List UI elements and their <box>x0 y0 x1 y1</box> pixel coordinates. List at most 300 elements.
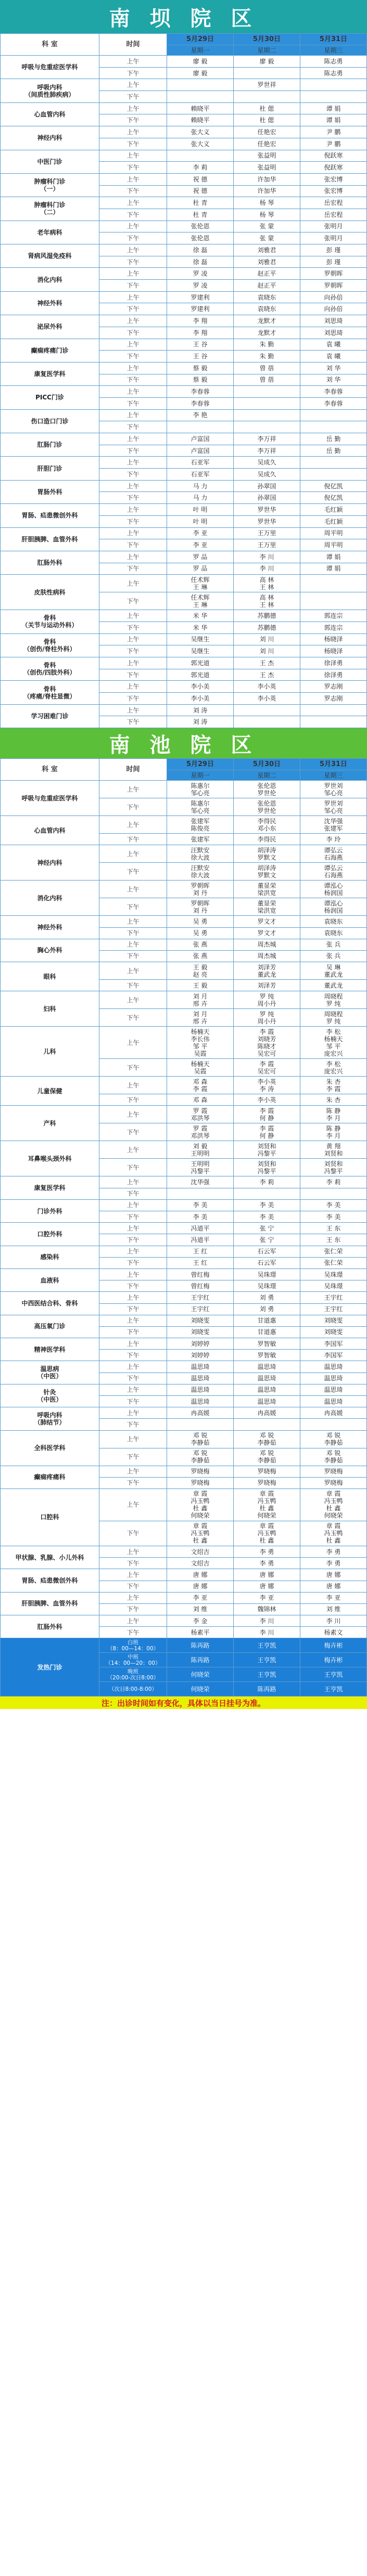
doctor-cell: 米 华 <box>167 610 234 622</box>
department-name: 老年病科 <box>1 221 99 244</box>
doctor-cell: 刘贤和 冯黎平 <box>234 1141 300 1159</box>
department-name: 消化内科 <box>1 268 99 291</box>
time-period: 下午 <box>99 539 167 551</box>
doctor-cell: 徐 磊 <box>167 256 234 268</box>
doctor-cell <box>300 716 367 728</box>
doctor-cell: 袁晓东 <box>300 916 367 927</box>
time-period: 下午 <box>99 1123 167 1141</box>
doctor-cell: 张 燕 <box>167 939 234 950</box>
fever-doctor: 王亨凯 <box>234 1667 300 1682</box>
doctor-cell: 温思琦 <box>300 1373 367 1384</box>
doctor-cell: 文绍吉 <box>167 1558 234 1569</box>
date-cell: 5月31日 <box>300 759 367 770</box>
time-period: 下午 <box>99 1009 167 1027</box>
doctor-cell: 卢富国 <box>167 445 234 457</box>
doctor-cell <box>167 79 234 91</box>
table-row <box>1 1384 367 1395</box>
time-period: 上午 <box>99 1199 167 1211</box>
doctor-cell: 刘 勇 <box>234 1303 300 1315</box>
doctor-cell: 杨 琴 <box>234 197 300 209</box>
time-period: 下午 <box>99 138 167 150</box>
doctor-cell: 罗建利 <box>167 291 234 303</box>
doctor-cell: 杜 青 <box>167 209 234 221</box>
table-row <box>1 102 367 114</box>
doctor-cell: 李 川 <box>300 1615 367 1627</box>
doctor-cell: 李 美 <box>300 1199 367 1211</box>
department-name: 肿瘤科门诊 （一） <box>1 173 99 197</box>
doctor-cell: 赵正平 <box>234 268 300 280</box>
doctor-cell: 章 霞 冯玉鸭 杜 鑫 何晓荣 <box>300 1488 367 1521</box>
department-name: 儿科 <box>1 1027 99 1077</box>
doctor-cell <box>167 150 234 162</box>
time-period: 下午 <box>99 1234 167 1246</box>
department-name: 骨科 （疼痛/脊柱显微） <box>1 681 99 704</box>
time-period: 下午 <box>99 303 167 315</box>
time-period: 上午 <box>99 79 167 91</box>
time-period: 下午 <box>99 622 167 633</box>
time-period: 下午 <box>99 950 167 962</box>
date-cell: 5月31日 <box>300 34 367 45</box>
doctor-cell: 杨 琴 <box>234 209 300 221</box>
doctor-cell: 李 松 庞宏兴 <box>300 1059 367 1077</box>
time-period: 上午 <box>99 1361 167 1373</box>
department-name: 针灸 （中医） <box>1 1384 99 1407</box>
time-period: 上午 <box>99 845 167 863</box>
time-period: 下午 <box>99 327 167 339</box>
time-period: 上午 <box>99 939 167 950</box>
doctor-cell: 李国军 <box>300 1338 367 1350</box>
department-name: 骨科 （创伤/四肢外科） <box>1 657 99 681</box>
doctor-cell: 刘雅君 <box>234 256 300 268</box>
header-period: 时间 <box>99 34 167 56</box>
doctor-cell: 李 亚 <box>167 1592 234 1603</box>
doctor-cell: 廖 毅 <box>167 67 234 79</box>
time-period: 上午 <box>99 657 167 669</box>
doctor-cell: 刘 涛 <box>167 704 234 716</box>
fever-doctor: 陈再路 <box>167 1638 234 1653</box>
doctor-cell: 周晓程 罗 纯 <box>300 1009 367 1027</box>
doctor-cell: 李 川 <box>234 1615 300 1627</box>
doctor-cell: 王万里 <box>234 539 300 551</box>
doctor-cell: 王宇红 <box>300 1292 367 1303</box>
doctor-cell: 李 美 <box>234 1199 300 1211</box>
doctor-cell: 李小英 <box>234 693 300 705</box>
department-name: 学习困难门诊 <box>1 704 99 728</box>
department-name: 伤口造口门诊 <box>1 409 99 433</box>
doctor-cell: 董显荣 梁洪宽 <box>234 898 300 916</box>
department-name: 神经内科 <box>1 845 99 881</box>
doctor-cell: 王 红 <box>167 1257 234 1268</box>
doctor-cell: 杨素文 <box>300 1627 367 1638</box>
doctor-cell: 王 毅 <box>167 980 234 991</box>
doctor-cell: 廖 毅 <box>234 56 300 68</box>
doctor-cell: 罗志刚 <box>300 681 367 693</box>
time-period: 下午 <box>99 1448 167 1466</box>
fever-shift: 晚班 （20:00-次日8:00） <box>99 1667 167 1682</box>
doctor-cell: 罗 凌 <box>167 280 234 292</box>
department-name: 高压氧门诊 <box>1 1315 99 1338</box>
doctor-cell: 倪跃寒 <box>300 150 367 162</box>
doctor-cell: 祝 德 <box>167 185 234 197</box>
doctor-cell: 朱 勤 <box>234 351 300 363</box>
time-period: 上午 <box>99 268 167 280</box>
time-period: 上午 <box>99 339 167 351</box>
doctor-cell: 刘 川 <box>234 645 300 657</box>
doctor-cell: 王 谷 <box>167 351 234 363</box>
fever-doctor: 梅卉彬 <box>300 1638 367 1653</box>
weekday-cell: 星期一 <box>167 45 234 56</box>
doctor-cell: 张宏博 <box>300 173 367 185</box>
doctor-cell: 邓 锐 李静茹 <box>234 1448 300 1466</box>
doctor-cell: 李 莉 <box>234 1176 300 1188</box>
time-period: 上午 <box>99 244 167 256</box>
doctor-cell: 倪亿凯 <box>300 492 367 504</box>
doctor-cell <box>234 386 300 398</box>
time-period: 上午 <box>99 916 167 927</box>
time-period: 下午 <box>99 898 167 916</box>
time-period: 上午 <box>99 197 167 209</box>
department-name: 康复医学科 <box>1 362 99 385</box>
header-dept: 科 室 <box>1 759 99 781</box>
doctor-cell: 郭连宗 <box>300 610 367 622</box>
time-period: 上午 <box>99 1246 167 1257</box>
table-row <box>1 610 367 622</box>
doctor-cell: 周平明 <box>300 527 367 539</box>
department-name: 甲状腺、乳腺、小儿外科 <box>1 1546 99 1569</box>
time-period: 下午 <box>99 421 167 433</box>
doctor-cell: 冉高媛 <box>300 1407 367 1419</box>
time-period: 上午 <box>99 1592 167 1603</box>
time-period: 下午 <box>99 563 167 575</box>
doctor-cell: 李 霞 刘晓芳 陈晓才 吴宏可 <box>234 1027 300 1059</box>
doctor-cell: 罗朝晖 <box>300 280 367 292</box>
doctor-cell: 赖晓平 <box>167 102 234 114</box>
time-period: 上午 <box>99 991 167 1009</box>
time-period: 下午 <box>99 863 167 881</box>
doctor-cell: 罗世祥 <box>234 79 300 91</box>
doctor-cell: 李小英 李 涛 <box>234 1077 300 1094</box>
time-period: 下午 <box>99 669 167 681</box>
doctor-cell: 甘道惠 <box>234 1326 300 1338</box>
time-period: 上午 <box>99 1615 167 1627</box>
table-row <box>1 386 367 398</box>
time-period: 下午 <box>99 927 167 939</box>
table-row <box>1 1077 367 1094</box>
weekday-cell: 星期三 <box>300 45 367 56</box>
doctor-cell: 李 川 <box>234 563 300 575</box>
department-name: 呼吸内科 （间质性肺疾病） <box>1 79 99 102</box>
time-period: 下午 <box>99 67 167 79</box>
table-row <box>1 1223 367 1234</box>
time-period: 下午 <box>99 1303 167 1315</box>
doctor-cell: 李得民 <box>234 834 300 845</box>
doctor-cell: 王宇红 <box>300 1303 367 1315</box>
doctor-cell: 马 力 <box>167 492 234 504</box>
doctor-cell: 刘 毅 王明明 <box>167 1141 234 1159</box>
doctor-cell <box>300 421 367 433</box>
time-period: 上午 <box>99 1546 167 1557</box>
department-name: PICC门诊 <box>1 386 99 409</box>
table-row <box>1 150 367 162</box>
doctor-cell: 王万里 <box>234 527 300 539</box>
doctor-cell: 曾 蓓 <box>234 362 300 374</box>
doctor-cell: 罗文才 <box>234 916 300 927</box>
time-period: 下午 <box>99 1373 167 1384</box>
doctor-cell: 张大义 <box>167 126 234 138</box>
header-row <box>1 759 367 770</box>
doctor-cell: 文绍吉 <box>167 1546 234 1557</box>
doctor-cell: 邓 锐 李静茹 <box>167 1448 234 1466</box>
doctor-cell: 苏鹏德 <box>234 610 300 622</box>
time-period: 上午 <box>99 704 167 716</box>
table-row <box>1 1430 367 1448</box>
doctor-cell: 温思琦 <box>167 1361 234 1373</box>
time-period: 上午 <box>99 1106 167 1123</box>
doctor-cell: 张 宁 <box>234 1223 300 1234</box>
doctor-cell: 刘 川 <box>234 633 300 645</box>
time-period: 上午 <box>99 1466 167 1477</box>
doctor-cell: 李小美 <box>167 681 234 693</box>
doctor-cell: 刘贤和 冯黎平 <box>300 1159 367 1176</box>
doctor-cell <box>300 409 367 421</box>
doctor-cell: 尹 鹏 <box>300 126 367 138</box>
department-name: 眼科 <box>1 962 99 991</box>
doctor-cell: 张伦恩 罗世伦 <box>234 798 300 816</box>
doctor-cell: 李小英 <box>234 681 300 693</box>
doctor-cell: 章 霞 冯玉鸭 杜 鑫 <box>234 1521 300 1546</box>
doctor-cell: 王 毅 赵 亮 <box>167 962 234 980</box>
time-period: 下午 <box>99 1627 167 1638</box>
doctor-cell: 倪跃寒 <box>300 162 367 174</box>
doctor-cell: 袁晓东 <box>234 303 300 315</box>
table-row <box>1 433 367 445</box>
department-name: 肝胆门诊 <box>1 457 99 480</box>
doctor-cell: 刘泽芳 <box>234 980 300 991</box>
table-row <box>1 480 367 492</box>
doctor-cell: 赖晓平 <box>167 114 234 126</box>
time-period: 上午 <box>99 56 167 68</box>
doctor-cell: 唐 娜 <box>300 1569 367 1581</box>
doctor-cell: 谭弘云 石海燕 <box>300 863 367 881</box>
doctor-cell: 苏鹏德 <box>234 622 300 633</box>
doctor-cell: 唐 娜 <box>234 1581 300 1592</box>
doctor-cell: 李 翔 <box>167 315 234 327</box>
fever-doctor: 王亨凯 <box>300 1682 367 1697</box>
doctor-cell: 任术辉 王 琳 <box>167 575 234 592</box>
doctor-cell: 祝 德 <box>167 173 234 185</box>
doctor-cell: 米 华 <box>167 622 234 633</box>
department-name: 妇科 <box>1 991 99 1027</box>
department-name: 全科医学科 <box>1 1430 99 1466</box>
doctor-cell: 沈华强 <box>167 1176 234 1188</box>
time-period: 下午 <box>99 162 167 174</box>
schedule-table <box>0 758 367 1697</box>
doctor-cell: 刘思琦 <box>300 327 367 339</box>
time-period: 上午 <box>99 126 167 138</box>
department-name: 神经外科 <box>1 291 99 315</box>
doctor-cell <box>300 704 367 716</box>
doctor-cell: 罗世华 <box>234 515 300 527</box>
doctor-cell: 刘思琦 <box>300 315 367 327</box>
department-name: 心血管内科 <box>1 816 99 845</box>
doctor-cell <box>300 1188 367 1199</box>
doctor-cell: 谭 娟 <box>300 114 367 126</box>
time-period: 上午 <box>99 433 167 445</box>
time-period: 上午 <box>99 409 167 421</box>
time-period: 上午 <box>99 1315 167 1326</box>
doctor-cell <box>300 1419 367 1430</box>
doctor-cell: 王宇红 <box>167 1303 234 1315</box>
table-row <box>1 1268 367 1280</box>
table-row <box>1 704 367 716</box>
time-period: 下午 <box>99 397 167 409</box>
doctor-cell: 向孙倍 <box>300 291 367 303</box>
doctor-cell: 杨晓泽 <box>300 645 367 657</box>
table-row <box>1 551 367 563</box>
time-period: 上午 <box>99 551 167 563</box>
time-period: 下午 <box>99 592 167 610</box>
doctor-cell: 罗 纯 周小丹 <box>234 1009 300 1027</box>
doctor-cell: 郭光道 <box>167 669 234 681</box>
doctor-cell: 胡泽涛 罗默文 <box>234 845 300 863</box>
doctor-cell: 罗智敏 <box>234 1350 300 1361</box>
doctor-cell: 刘 维 <box>300 1603 367 1615</box>
doctor-cell: 石云军 <box>234 1257 300 1268</box>
time-period: 上午 <box>99 1338 167 1350</box>
doctor-cell: 唐 娜 <box>300 1581 367 1592</box>
department-name: 骨科 （关节与运动外科） <box>1 610 99 633</box>
time-period: 上午 <box>99 173 167 185</box>
doctor-cell <box>300 457 367 469</box>
doctor-cell: 刘 华 <box>300 362 367 374</box>
doctor-cell: 李 金 <box>167 1615 234 1627</box>
doctor-cell <box>234 397 300 409</box>
doctor-cell: 吴继生 <box>167 645 234 657</box>
doctor-cell: 周平明 <box>300 539 367 551</box>
table-row <box>1 991 367 1009</box>
department-name: 消化内科 <box>1 881 99 916</box>
doctor-cell <box>300 91 367 103</box>
time-period: 下午 <box>99 1257 167 1268</box>
department-name: 癫痫疼痛科 <box>1 1466 99 1488</box>
doctor-cell: 罗朝晖 刘 丹 <box>167 898 234 916</box>
doctor-cell: 李 勇 <box>300 1546 367 1557</box>
doctor-cell: 李春蓉 <box>167 397 234 409</box>
doctor-cell: 李春蓉 <box>167 386 234 398</box>
time-period: 下午 <box>99 374 167 386</box>
time-period: 上午 <box>99 150 167 162</box>
doctor-cell: 石亚军 <box>167 457 234 469</box>
doctor-cell: 章 霞 冯玉鸭 杜 鑫 何晓荣 <box>167 1488 234 1521</box>
time-period: 下午 <box>99 1188 167 1199</box>
doctor-cell: 温思琦 <box>167 1396 234 1407</box>
doctor-cell: 毛红颖 <box>300 515 367 527</box>
doctor-cell: 李 亚 <box>234 1592 300 1603</box>
table-row <box>1 291 367 303</box>
doctor-cell: 杜 偲 <box>234 114 300 126</box>
doctor-cell: 黄 翔 刘贤和 <box>300 1141 367 1159</box>
doctor-cell: 刘晓雯 <box>167 1315 234 1326</box>
doctor-cell: 李万祥 <box>234 433 300 445</box>
doctor-cell: 毛红颖 <box>300 504 367 516</box>
time-period: 上午 <box>99 504 167 516</box>
doctor-cell: 章 霞 冯玉鸭 杜 鑫 <box>167 1521 234 1546</box>
doctor-cell: 李 莉 <box>300 1176 367 1188</box>
table-row <box>1 126 367 138</box>
table-row <box>1 1199 367 1211</box>
doctor-cell: 袁晓东 <box>234 291 300 303</box>
time-period: 上午 <box>99 291 167 303</box>
fever-doctor: 陈再路 <box>234 1682 300 1697</box>
time-period: 上午 <box>99 610 167 622</box>
weekday-cell: 星期二 <box>234 770 300 781</box>
doctor-cell: 郭光道 <box>167 657 234 669</box>
department-name: 胃肠、疝患微创外科 <box>1 504 99 527</box>
doctor-cell: 蔡 毅 <box>167 362 234 374</box>
doctor-cell: 温思琦 <box>234 1373 300 1384</box>
doctor-cell: 曾 蓓 <box>234 374 300 386</box>
doctor-cell: 刘雅君 <box>234 244 300 256</box>
doctor-cell: 罗世刘 邹心亮 <box>300 798 367 816</box>
date-cell: 5月29日 <box>167 759 234 770</box>
doctor-cell: 周晓程 罗 纯 <box>300 991 367 1009</box>
department-name: 温思病 （中医） <box>1 1361 99 1384</box>
doctor-cell: 李万祥 <box>234 445 300 457</box>
doctor-cell <box>300 575 367 592</box>
department-name: 胃肠外科 <box>1 480 99 503</box>
doctor-cell: 唐 娜 <box>167 1581 234 1592</box>
fever-doctor: 王亨凯 <box>300 1667 367 1682</box>
table-row <box>1 173 367 185</box>
doctor-cell: 王宇红 <box>167 1292 234 1303</box>
table-row <box>1 1338 367 1350</box>
doctor-cell: 唐 娜 <box>234 1569 300 1581</box>
table-row <box>1 939 367 950</box>
doctor-cell: 李国军 <box>300 1350 367 1361</box>
time-period: 下午 <box>99 645 167 657</box>
table-row <box>1 315 367 327</box>
doctor-cell: 卢富国 <box>167 433 234 445</box>
doctor-cell: 袁 曦 <box>300 339 367 351</box>
time-period: 下午 <box>99 232 167 244</box>
time-period: 上午 <box>99 962 167 980</box>
doctor-cell: 张伦恩 <box>167 221 234 232</box>
doctor-cell: 邓 锐 李静茹 <box>300 1448 367 1466</box>
time-period: 上午 <box>99 362 167 374</box>
doctor-cell: 任术辉 王 琳 <box>167 592 234 610</box>
doctor-cell: 倪亿凯 <box>300 480 367 492</box>
doctor-cell: 李小英 <box>234 1094 300 1106</box>
table-row <box>1 881 367 898</box>
doctor-cell: 冉高媛 <box>167 1407 234 1419</box>
time-period: 上午 <box>99 1141 167 1159</box>
doctor-cell: 张伦恩 罗世伦 <box>234 781 300 798</box>
time-period: 下午 <box>99 693 167 705</box>
doctor-cell: 蔡 毅 <box>167 374 234 386</box>
table-row <box>1 1546 367 1557</box>
doctor-cell: 刘 华 <box>300 374 367 386</box>
table-row <box>1 1027 367 1059</box>
department-name: 肿瘤科门诊 （二） <box>1 197 99 221</box>
doctor-cell: 谭泓心 杨润国 <box>300 881 367 898</box>
department-name: 骨科 （创伤/脊柱外科） <box>1 633 99 657</box>
doctor-cell: 张伦恩 <box>167 232 234 244</box>
doctor-cell: 岳宏程 <box>300 209 367 221</box>
doctor-cell: 李 川 <box>234 1627 300 1638</box>
doctor-cell: 温思琦 <box>234 1384 300 1395</box>
weekday-cell: 星期二 <box>234 45 300 56</box>
doctor-cell: 陈 静 李 月 <box>300 1106 367 1123</box>
